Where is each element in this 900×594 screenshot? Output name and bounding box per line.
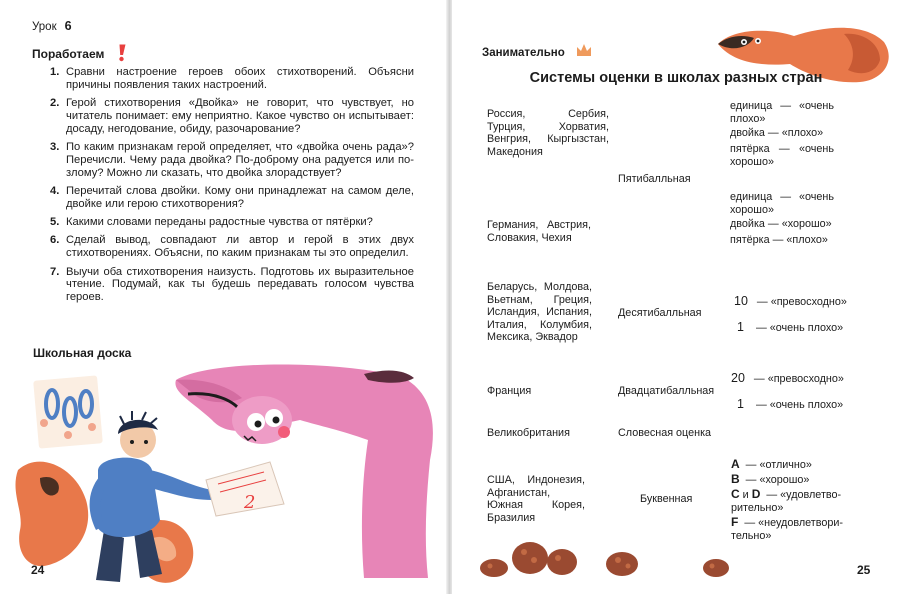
grade-germany-3: пятёрка — «плохо» <box>730 234 828 246</box>
fun-label: Занимательно <box>482 47 565 59</box>
lesson-label: Урок <box>32 21 57 33</box>
page-title: Системы оценки в школах разных стран <box>529 70 823 86</box>
grade-germany-1: единица — «очень хорошо» <box>730 191 834 216</box>
task-item: 1. Сравни настроение героев обоих стихотворений. Объясни причины появления таких настроений. <box>50 66 414 91</box>
task-item: 6. Сделай вывод, совпадают ли автор и герой в этих двух стихотворениях. Объясни, по каким признакам ты это определил. <box>50 234 414 260</box>
grade-usa-f-cont: тельно» <box>731 530 772 542</box>
grade-usa-a: A — «отлично» <box>731 457 812 471</box>
grade-belarus-top: 10 — «превосходно» <box>734 294 847 308</box>
system-letter: Буквенная <box>640 493 693 505</box>
sheet-mark: 2 <box>244 492 256 513</box>
right-page <box>452 0 900 594</box>
task-item: 2. Герой стихотворения «Двойка» не говорит, что чувствует, но читатель понимает: ему неприятно. Какое чувство он испытывает: досаду, негодование, обиду, разочарование? <box>50 97 414 135</box>
pine-cones-icon <box>472 528 752 582</box>
country-uk: Великобритания <box>487 427 570 439</box>
grade-russia-1: единица — «очень плохо» <box>730 100 834 125</box>
school-board-illustration <box>0 0 448 594</box>
left-page <box>0 0 448 594</box>
system-ten-point: Десятибалльная <box>618 307 702 319</box>
system-verbal: Словесная оценка <box>618 427 712 439</box>
grade-germany-2: двойка — «хорошо» <box>730 218 832 230</box>
task-item: 3. По каким признакам герой определяет, что «двойка очень рада»? Перечисли. Чему рада двойка? По-доброму она радуется или по-злому? Можно ли сказать, что двойка злорадствует? <box>50 141 414 179</box>
board-title: Школьная доска <box>33 346 132 360</box>
page-number-right: 25 <box>857 563 871 577</box>
task-item: 4. Перечитай слова двойки. Кому они принадлежат на самом деле, двойке или герою стихотворения? <box>50 185 414 211</box>
countries-belarus: Беларусь, Молдова, Вьетнам, Греция, Исландия, Испания, Италия, Колумбия, Мексика, Эквадор <box>487 281 592 344</box>
countries-usa: США, Индонезия, Афганистан, Южная Корея, Бразилия <box>487 474 585 524</box>
system-five-point: Пятибалльная <box>618 173 691 185</box>
countries-russia: Россия, Сербия, Турция, Хорватия, Венгрия, Кыргызстан, Македония <box>487 108 609 158</box>
grade-russia-3: пятёрка — «очень хорошо» <box>730 143 834 168</box>
grade-russia-2: двойка — «плохо» <box>730 127 824 139</box>
system-twenty-point: Двадцатибалльная <box>618 385 715 397</box>
grade-belarus-low: 1 — «очень плохо» <box>737 320 844 334</box>
task-item: 7. Выучи оба стихотворения наизусть. Подготовь их выразительное чтение. Подумай, как ты будешь передавать голосом чувства героев. <box>50 265 414 304</box>
grade-usa-b: B — «хорошо» <box>731 472 810 486</box>
test-sheet-icon <box>206 462 284 516</box>
section-title: Поработаем <box>32 47 105 61</box>
page-number-left: 24 <box>31 563 45 577</box>
pink-rabbit-icon <box>175 364 432 578</box>
boy-icon <box>90 411 212 582</box>
grade-france-top: 20 — «превосходно» <box>731 371 844 385</box>
crown-icon <box>576 43 592 57</box>
countries-germany: Германия, Австрия, Словакия, Чехия <box>487 219 591 244</box>
lesson-number: 6 <box>64 19 72 33</box>
grade-usa-cd-cont: рительно» <box>731 502 784 514</box>
ornament-card-icon <box>33 375 103 448</box>
grade-usa-cd: C и D — «удовлетво- <box>731 487 842 501</box>
task-item: 5. Какими словами переданы радостные чувства от пятёрки? <box>50 216 373 229</box>
country-france: Франция <box>487 385 532 397</box>
grade-usa-f: F — «неудовлетвори- <box>731 515 843 529</box>
grade-france-low: 1 — «очень плохо» <box>737 397 844 411</box>
